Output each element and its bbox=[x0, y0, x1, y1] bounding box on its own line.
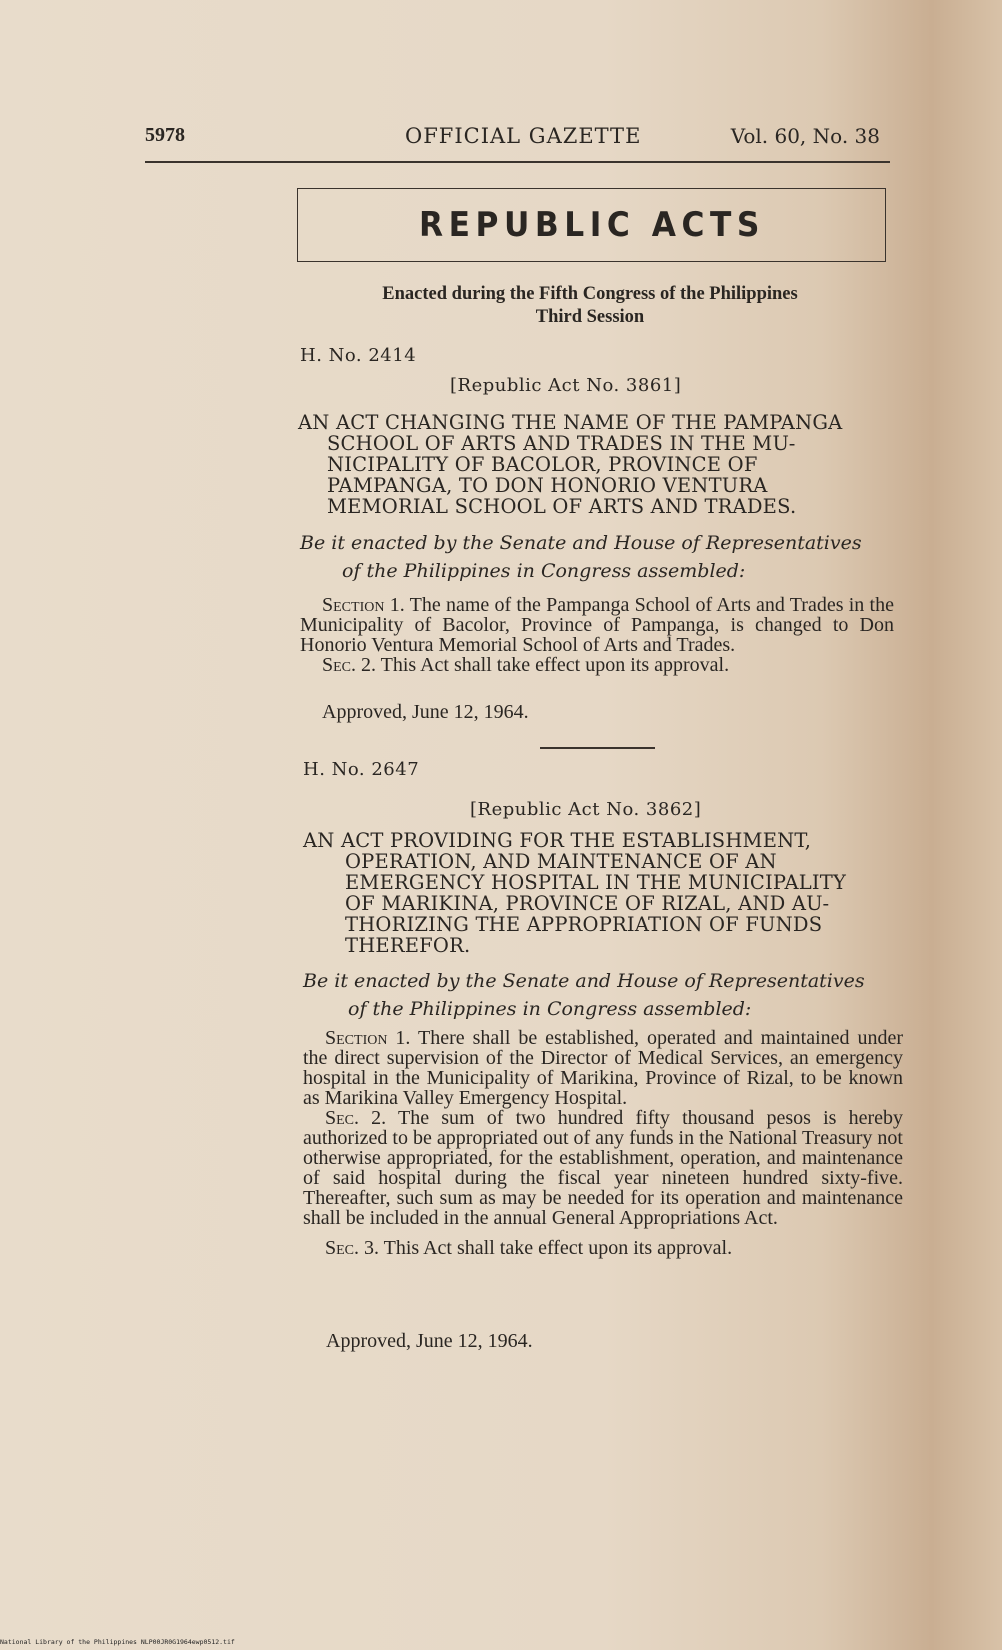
section-text: The name of the Pampanga School of Arts and Trades in the Municipality of Bacolor, Province of Pampanga, is changed to Don Honorio Ventura Memorial School of Arts and Trades. bbox=[300, 594, 894, 656]
section-paragraph bbox=[303, 1108, 903, 1228]
act-divider bbox=[540, 747, 655, 749]
act-title-line: AN ACT CHANGING THE NAME OF THE PAMPANGA bbox=[298, 411, 843, 434]
scan-footer: National Library of the Philippines NLP00JR0G1964ewp0512.tif bbox=[0, 1638, 235, 1646]
enacting-clause-line-2: of the Philippines in Congress assembled: bbox=[342, 560, 746, 582]
act-title-line: THORIZING THE APPROPRIATION OF FUNDS bbox=[345, 913, 823, 936]
volume-number: Vol. 60, No. 38 bbox=[730, 124, 880, 148]
section-text: The sum of two hundred fifty thousand pesos is hereby authorized to be appropriated out of any funds in the National Treasury not otherwise appropriated, for the establishment, operation, and maintenance of said hospital during the fiscal year nineteen hundred sixty-five. Thereafter, such sum as may be needed for its operation and maintenance shall be included in the annual General Appropriations Act. bbox=[303, 1107, 903, 1229]
enacting-clause-line-1: Be it enacted by the Senate and House of Representatives bbox=[303, 970, 865, 992]
act-title-line: AN ACT PROVIDING FOR THE ESTABLISHMENT, bbox=[303, 829, 812, 852]
section-text: This Act shall take effect upon its approval. bbox=[379, 1237, 733, 1259]
act-title-line: THEREFOR. bbox=[345, 934, 471, 957]
act-title bbox=[298, 412, 892, 517]
approval-date: Approved, June 12, 1964. bbox=[326, 1330, 533, 1352]
republic-act-number: [Republic Act No. 3861] bbox=[450, 375, 682, 396]
enacted-line-1: Enacted during the Fifth Congress of the Philippines bbox=[382, 284, 798, 304]
section-paragraph bbox=[303, 1238, 903, 1258]
section-title: REPUBLIC ACTS bbox=[418, 205, 765, 245]
enacting-clause bbox=[300, 529, 900, 585]
act-title-line: PAMPANGA, TO DON HONORIO VENTURA bbox=[327, 474, 768, 497]
section-label: Section 1. bbox=[322, 594, 405, 616]
section-text: This Act shall take effect upon its approval. bbox=[376, 654, 730, 676]
act-title bbox=[303, 830, 903, 956]
approval-date: Approved, June 12, 1964. bbox=[322, 701, 529, 723]
section-paragraph bbox=[303, 1028, 903, 1108]
section-paragraph bbox=[300, 595, 894, 655]
house-bill-number: H. No. 2647 bbox=[303, 759, 420, 780]
act-title-line: MEMORIAL SCHOOL OF ARTS AND TRADES. bbox=[327, 495, 797, 518]
page-header bbox=[145, 124, 890, 154]
header-rule bbox=[145, 161, 890, 163]
republic-act-number: [Republic Act No. 3862] bbox=[470, 799, 702, 820]
enacted-heading bbox=[300, 283, 880, 329]
publication-title: OFFICIAL GAZETTE bbox=[405, 124, 642, 148]
page-number: 5978 bbox=[145, 124, 185, 146]
section-label: Sec. 2. bbox=[325, 1107, 387, 1129]
enacting-clause-line-2: of the Philippines in Congress assembled: bbox=[348, 998, 752, 1020]
enacted-line-2: Third Session bbox=[535, 307, 645, 327]
section-text: There shall be established, operated and maintained under the direct supervision of the Director of Medical Services, an emergency hospital in the Municipality of Marikina, Province of Rizal, to be known as Marikina Valley Emergency Hospital. bbox=[303, 1027, 904, 1109]
act-title-line: EMERGENCY HOSPITAL IN THE MUNICIPALITY bbox=[345, 871, 847, 894]
section-label: Sec. 2. bbox=[322, 654, 377, 676]
enacting-clause bbox=[303, 967, 903, 1023]
enacting-clause-line-1: Be it enacted by the Senate and House of Representatives bbox=[300, 532, 862, 554]
section-title-box bbox=[297, 188, 886, 262]
section-label: Sec. 3. bbox=[325, 1237, 380, 1259]
act-title-line: OPERATION, AND MAINTENANCE OF AN bbox=[345, 850, 777, 873]
section-paragraph bbox=[300, 655, 894, 675]
house-bill-number: H. No. 2414 bbox=[300, 345, 417, 366]
section-label: Section 1. bbox=[325, 1027, 411, 1049]
act-body bbox=[303, 1028, 903, 1258]
act-title-line: NICIPALITY OF BACOLOR, PROVINCE OF bbox=[327, 453, 758, 476]
act-title-line: SCHOOL OF ARTS AND TRADES IN THE MU- bbox=[327, 432, 796, 455]
act-title-line: OF MARIKINA, PROVINCE OF RIZAL, AND AU- bbox=[345, 892, 830, 915]
act-body bbox=[300, 595, 894, 675]
